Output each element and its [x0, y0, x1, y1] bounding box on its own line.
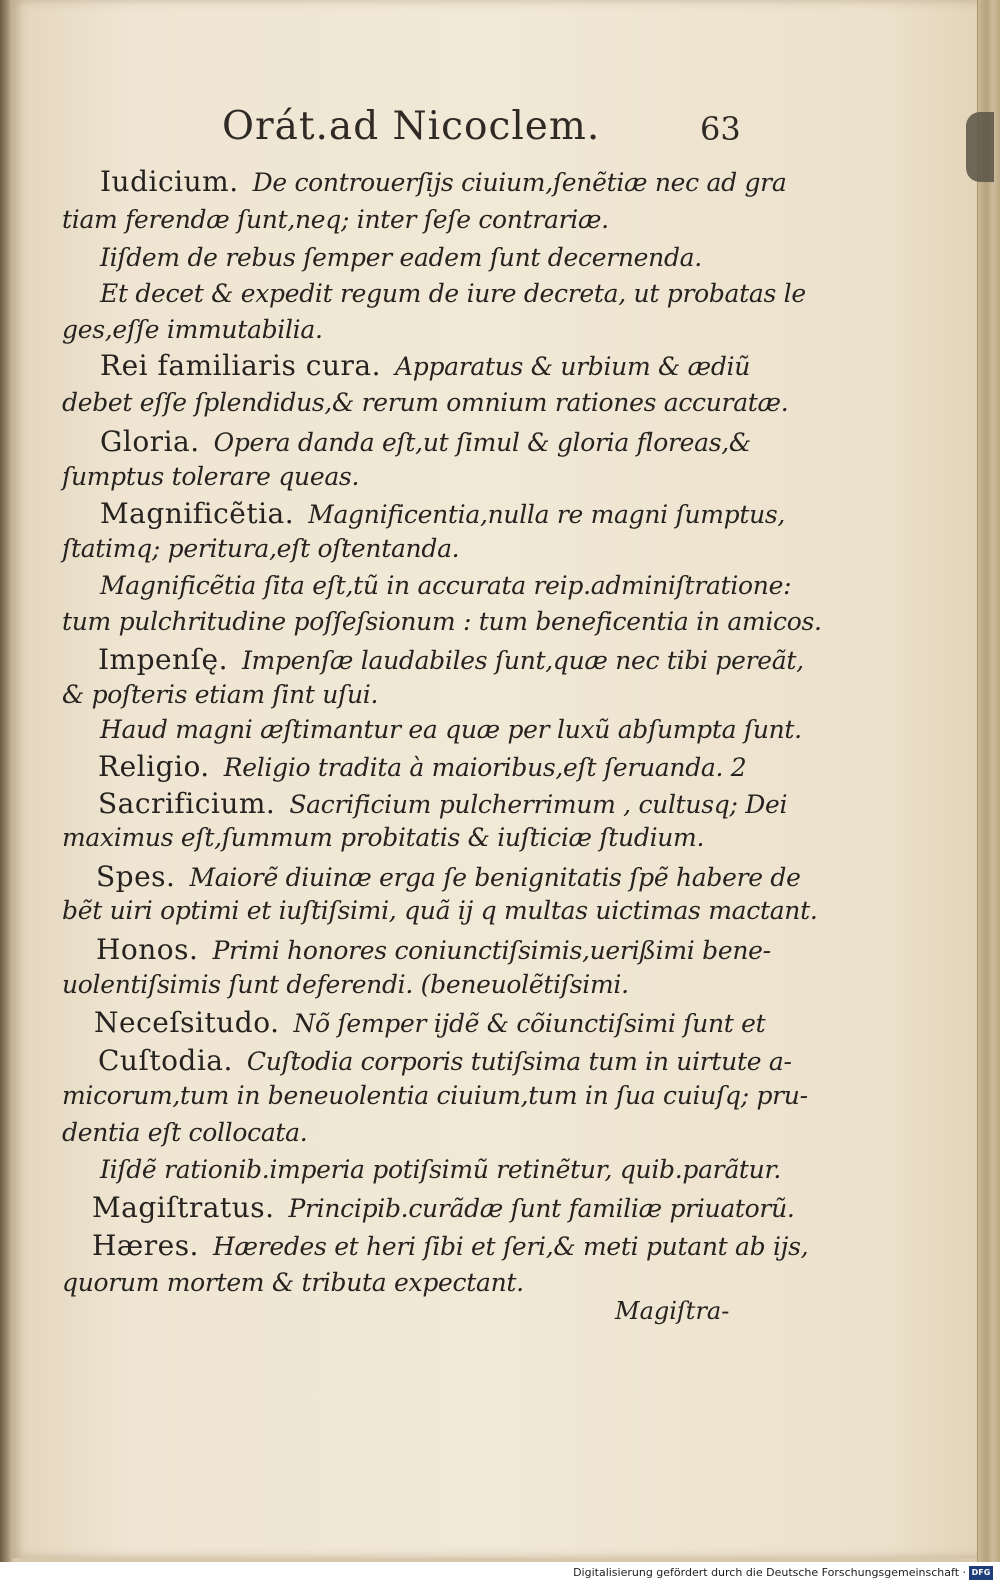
page-number: 63: [700, 110, 741, 148]
marginal-heading: Spes.: [96, 860, 176, 893]
marginal-heading: Magiſtratus.: [92, 1191, 275, 1224]
text-line: [100, 425, 751, 458]
text-line: [62, 970, 629, 999]
line-text: maximus eſt,ſummum probitatis & iuſticiæ ſtudium.: [62, 823, 705, 852]
line-text: Principib.curãdæ ſunt familiæ priuatorũ.: [288, 1194, 795, 1223]
text-line: [98, 787, 787, 820]
line-text: Et decet & expedit regum de iure decreta, ut probatas le: [100, 279, 806, 308]
text-line: [94, 1006, 765, 1039]
line-text: ges,eſſe immutabilia.: [62, 315, 323, 344]
text-line: [100, 571, 791, 600]
line-text: Nõ ſemper ijdẽ & cõiunctiſsimi ſunt et: [293, 1009, 766, 1038]
line-text: Opera danda eſt,ut ſimul & gloria floreas,&: [213, 428, 751, 457]
text-line: [98, 750, 746, 783]
text-line: [92, 1191, 795, 1224]
color-tab-marker: [966, 112, 994, 182]
line-text: tiam ferendæ ſunt,neq; inter ſeſe contrariæ.: [62, 205, 609, 234]
line-text: Magnificentia,nulla re magni ſumptus,: [308, 500, 786, 529]
text-line: [96, 860, 801, 893]
marginal-heading: Rei familiaris cura.: [100, 349, 381, 382]
dfg-logo: DFG: [969, 1566, 993, 1580]
line-text: Primi honores coniunctiſsimis,uerißimi bene-: [212, 936, 771, 965]
text-line: [100, 1155, 781, 1184]
line-text: debet eſſe ſplendidus,& rerum omnium rationes accuratæ.: [62, 388, 789, 417]
text-line: [100, 279, 806, 308]
digitization-credit: Digitalisierung gefördert durch die Deutsche Forschungsgemeinschaft ·: [573, 1566, 966, 1579]
text-line: [92, 1229, 808, 1262]
line-text: Magnificẽtia ſita eſt,tũ in accurata reip.adminiſtratione:: [100, 571, 792, 600]
line-text: Iiſdem de rebus ſemper eadem ſunt decernenda.: [100, 243, 702, 272]
line-text: Hæredes et heri ſibi et ſeri,& meti putant ab ijs,: [212, 1232, 809, 1261]
text-line: [62, 388, 788, 417]
line-text: Cuſtodia corporis tutiſsima tum in uirtute a-: [246, 1047, 792, 1076]
marginal-heading: Gloria.: [100, 425, 200, 458]
line-text: micorum,tum in beneuolentia ciuium,tum in ſua cuiuſq; pru-: [62, 1081, 808, 1110]
text-line: [62, 1081, 808, 1110]
line-text: Impenſæ laudabiles ſunt,quæ nec tibi pereãt,: [241, 646, 804, 675]
text-line: [100, 349, 750, 382]
text-line: [96, 933, 771, 966]
text-line: [100, 497, 785, 530]
text-line: [62, 607, 822, 636]
marginal-heading: Hæres.: [92, 1229, 199, 1262]
catchword: Magiſtra-: [615, 1297, 730, 1325]
line-text: Apparatus & urbium & ædiũ: [394, 352, 751, 381]
running-head: Orát.ad Nicoclem.: [222, 104, 601, 149]
line-text: Maiorẽ diuinæ erga ſe benignitatis ſpẽ habere de: [189, 863, 801, 892]
text-line: [62, 462, 359, 491]
marginal-heading: Iudicium.: [100, 165, 239, 198]
text-line: [62, 205, 609, 234]
line-text: tum pulchritudine poſſeſsionum : tum beneficentia in amicos.: [62, 607, 822, 636]
line-text: & poſteris etiam ſint uſui.: [62, 680, 379, 709]
text-line: [62, 1118, 307, 1147]
text-line: [62, 896, 818, 925]
line-text: ſtatimq; peritura,eſt oſtentanda.: [62, 534, 460, 563]
line-text: dentia eſt collocata.: [62, 1118, 308, 1147]
line-text: Haud magni æſtimantur ea quæ per luxũ abſumpta ſunt.: [100, 715, 802, 744]
marginal-heading: Honos.: [96, 933, 199, 966]
text-line: [98, 643, 804, 676]
line-text: bẽt uiri optimi et iuſtiſsimi, quã ij q multas uictimas mactant.: [62, 896, 818, 925]
line-text: uolentiſsimis ſunt deferendi. (beneuolẽtiſsimi.: [62, 970, 629, 999]
line-text: ſumptus tolerare queas.: [62, 462, 360, 491]
text-line: [62, 315, 323, 344]
text-line: [100, 165, 786, 198]
marginal-heading: Impenſę.: [98, 643, 228, 676]
line-text: Iiſdẽ rationib.imperia potiſsimũ retinẽtur, quib.parãtur.: [100, 1155, 782, 1184]
line-text: quorum mortem & tributa expectant.: [62, 1268, 524, 1297]
marginal-heading: Sacrificium.: [98, 787, 276, 820]
line-text: Religio tradita à maioribus,eſt ſeruanda. 2: [223, 753, 747, 782]
line-text: Sacrificium pulcherrimum , cultusq; Dei: [289, 790, 788, 819]
text-line: [98, 1044, 792, 1077]
text-line: [62, 680, 378, 709]
text-line: [62, 534, 459, 563]
marginal-heading: Religio.: [98, 750, 210, 783]
line-text: De controuerſijs ciuium,ſenẽtiæ nec ad gra: [252, 168, 787, 197]
text-line: [62, 823, 704, 852]
marginal-heading: Cuſtodia.: [98, 1044, 233, 1077]
text-line: [100, 715, 802, 744]
marginal-heading: Neceſsitudo.: [94, 1006, 280, 1039]
text-line: [62, 1268, 524, 1297]
page-edge-stack: [977, 0, 1000, 1562]
marginal-heading: Magnificẽtia.: [100, 497, 295, 530]
text-line: [100, 243, 702, 272]
